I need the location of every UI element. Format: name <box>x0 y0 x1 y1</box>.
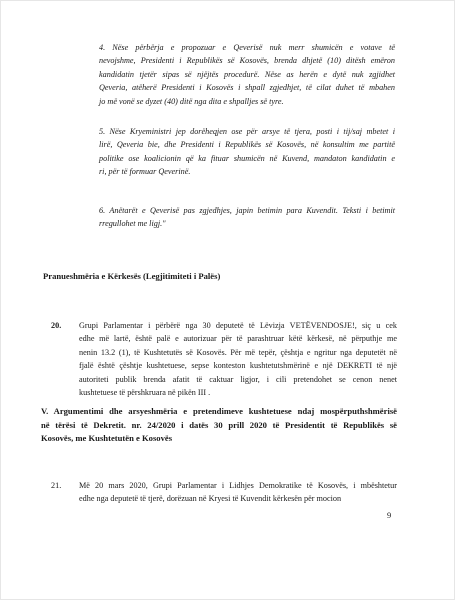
heading-line: Kosovës, me Kushtetutën e Kosovës <box>41 433 173 444</box>
text-line: ri, për të formuar Qeverinë. <box>99 167 191 177</box>
text-line: Grupi Parlamentar i përbërë nga 30 deputetë të Lëvizja VETËVENDOSJE!, siç u cek <box>79 321 397 330</box>
paragraph-number: 20. <box>51 321 62 330</box>
text-line: edhe nga deputetë të tjerë, dorëzuan në Kryesi të Kuvendit kërkesën për mocion <box>79 494 342 504</box>
paragraph-21 <box>51 479 397 506</box>
text-line: rregullohet me ligj." <box>99 219 166 229</box>
text-line: edhe më lartë, është palë e autorizuar për të parashtruar këtë kërkesë, në përputhje me <box>79 334 397 344</box>
paragraph-number: 21. <box>51 481 62 490</box>
text-line: nevojshme, Presidenti i Republikës së Kosovës, brenda dhjetë (10) ditësh emëron <box>99 56 395 66</box>
text-line: nenin 13.2 (1), të Kushtetutës së Kosovës. Për më tepër, çështja e ngritur nga deputetët në <box>79 347 397 357</box>
quoted-article-paragraph-6 <box>99 204 395 231</box>
text-line: 5. Nëse Kryeministri jep dorëheqjen ose për arsye të tjera, posti i tij/saj mbetet i <box>99 127 395 136</box>
heading-line: në tërësi të Dekretit. nr. 24/2020 i datës 30 prill 2020 të Presidentit të Republikës së <box>41 419 397 430</box>
text-line: politike ose koalicionin që ka fituar shumicën në Kuvend, mandaton kandidatin e <box>99 153 395 163</box>
text-line: Më 20 mars 2020, Grupi Parlamentar i Lidhjes Demokratike të Kosovës, i mbështetur <box>79 481 397 490</box>
text-line: 6. Anëtarët e Qeverisë pas zgjedhjes, japin betimin para Kuvendit. Teksti i betimit <box>99 206 395 215</box>
text-line: 4. Nëse përbërja e propozuar e Qeverisë nuk merr shumicën e votave të <box>99 43 395 52</box>
text-line: fjalë është çështje kushtetuese, sepse konteston kushtetutshmërinë e një DEKRETI të një <box>79 361 397 371</box>
text-line: Qeveria, atëherë Presidenti i Kosovës i shpall zgjedhjet, të cilat duhet të mbahen <box>99 83 395 93</box>
quoted-article-paragraph-4 <box>99 41 395 108</box>
text-line: kandidatin tjetër sipas së njëjtës procedurë. Nëse as herën e dytë nuk zgjidhet <box>99 69 395 79</box>
page-number: 9 <box>387 511 392 520</box>
text-line: kushtetuese të përshkruara në pikën III . <box>79 388 211 398</box>
heading-line: V. Argumentimi dhe arsyeshmëria e pretendimeve kushtetuese ndaj mospërputhshmërisë <box>41 406 397 416</box>
text-line: autoriteti publik brenda afatit të caktuar ligjor, i cili pretendohet se cenon nenet <box>79 374 397 384</box>
paragraph-20 <box>51 319 397 399</box>
text-line: lirë, Qeveria bie, dhe Presidenti i Republikës së Kosovës, në konsultim me partitë <box>99 140 395 150</box>
admissibility-heading: Pranueshmëria e Kërkesës (Legjitimiteti i Palës) <box>43 271 221 281</box>
quoted-article-paragraph-5 <box>99 125 395 179</box>
text-line: jo më vonë se dyzet (40) ditë nga dita e shpalljes së tyre. <box>99 96 284 106</box>
section-v-heading <box>41 405 397 446</box>
